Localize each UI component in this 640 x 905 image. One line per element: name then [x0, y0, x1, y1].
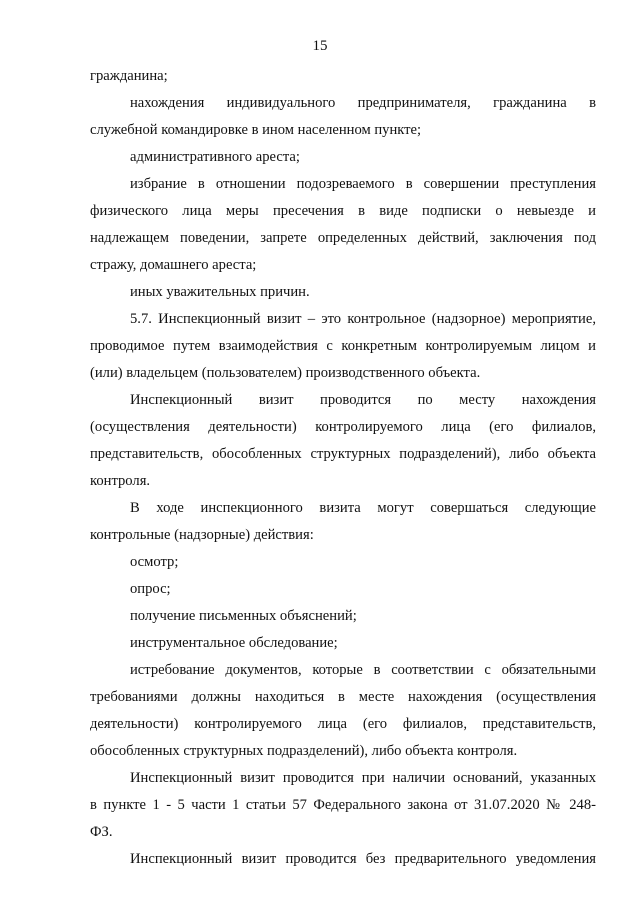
text-line: В ходе инспекционного визита могут совершаться следующие [130, 500, 596, 516]
text-line: в пункте 1 - 5 части 1 статьи 57 Федерального закона от 31.07.2020 № 248- [90, 797, 596, 813]
text-line: представительств, обособленных структурных подразделений), либо объекта [90, 446, 596, 462]
text-line: служебной командировке в ином населенном пункте; [90, 122, 422, 138]
text-line: физического лица меры пресечения в виде подписки о невыезде и [90, 203, 596, 219]
text-line: 5.7. Инспекционный визит – это контрольное (надзорное) мероприятие, [130, 311, 596, 327]
text-line: надлежащем поведении, запрете определенных действий, заключения под [90, 230, 596, 246]
text-line: (осуществления деятельности) контролируемого лица (его филиалов, [90, 419, 596, 435]
text-line: контроля. [90, 473, 151, 489]
text-line: проводимое путем взаимодействия с конкретным контролируемым лицом и [90, 338, 596, 354]
text-line: контрольные (надзорные) действия: [90, 527, 314, 543]
text-line: иных уважительных причин. [130, 284, 310, 300]
text-line: Инспекционный визит проводится по месту нахождения [130, 392, 596, 408]
text-line: Инспекционный визит проводится без предварительного уведомления [130, 851, 596, 867]
text-line: осмотр; [130, 554, 179, 570]
text-line: стражу, домашнего ареста; [90, 257, 257, 273]
page-number: 15 [312, 38, 328, 54]
text-line: избрание в отношении подозреваемого в совершении преступления [130, 176, 596, 192]
text-line: требованиями должны находиться в месте нахождения (осуществления [90, 689, 596, 705]
text-line: ФЗ. [90, 824, 113, 840]
text-line: получение письменных объяснений; [130, 608, 357, 624]
text-line: инструментальное обследование; [130, 635, 338, 651]
text-line: истребование документов, которые в соответствии с обязательными [130, 662, 596, 678]
text-line: административного ареста; [130, 149, 300, 165]
text-line: деятельности) контролируемого лица (его филиалов, представительств, [90, 716, 596, 732]
text-line: обособленных структурных подразделений), либо объекта контроля. [90, 743, 518, 759]
text-line: Инспекционный визит проводится при наличии оснований, указанных [130, 770, 596, 786]
text-line: гражданина; [90, 68, 168, 84]
text-line: нахождения индивидуального предпринимателя, гражданина в [130, 95, 596, 111]
text-line: опрос; [130, 581, 171, 597]
document-body [90, 63, 596, 873]
text-line: (или) владельцем (пользователем) производственного объекта. [90, 365, 481, 381]
